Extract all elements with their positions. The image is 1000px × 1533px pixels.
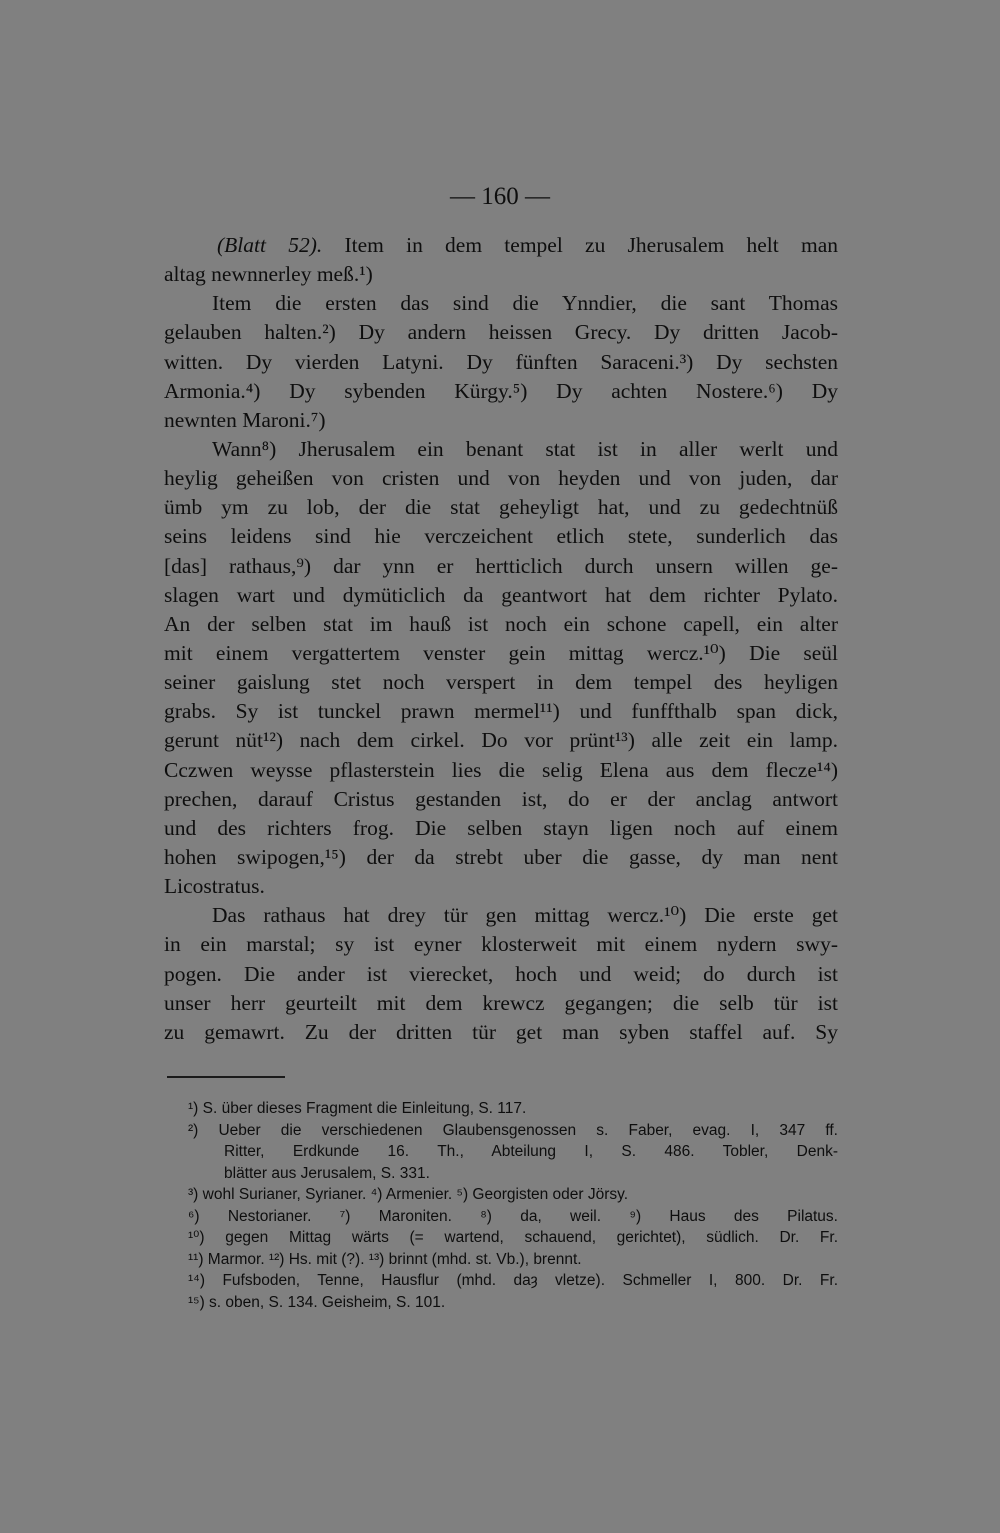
text-line: Cczwen weysse pflasterstein lies die selig Elena aus dem flecze¹⁴) <box>164 757 838 782</box>
text-line: [das] rathaus,⁹) dar ynn er hertticlich durch unsern willen ge- <box>164 553 838 578</box>
footnote-line: Ritter, Erdkunde 16. Th., Abteilung I, S. 486. Tobler, Denk- <box>224 1143 838 1160</box>
text-line: mit einem vergattertem venster gein mittag wercz.¹⁰) Die seül <box>164 640 838 665</box>
footnote-line: ¹¹) Marmor. ¹²) Hs. mit (?). ¹³) brinnt (mhd. st. Vb.), brennt. <box>188 1250 582 1268</box>
text-line: hohen swipogen,¹⁵) der da strebt uber die gasse, dy man nent <box>164 844 838 869</box>
main-text <box>164 231 838 1047</box>
text-line: gelauben halten.²) Dy andern heissen Grecy. Dy dritten Jacob- <box>164 320 838 345</box>
text-line: (Blatt 52). Item in dem tempel zu Jherusalem helt man <box>217 233 838 257</box>
page-number: — 160 — <box>450 183 550 210</box>
text-line: seins leidens sind hie verczeichent etlich stete, sunderlich das <box>164 524 838 549</box>
text-line: Licostratus. <box>164 874 265 899</box>
text-line: slagen wart und dymüticlich da geantwort hat dem richter Pylato. <box>164 582 838 607</box>
text-line: zu gemawrt. Zu der dritten tür get man syben staffel auf. Sy <box>164 1019 838 1044</box>
footnote-line: blätter aus Jerusalem, S. 331. <box>224 1164 430 1182</box>
text-line: Wann⁸) Jherusalem ein benant stat ist in aller werlt und <box>212 436 838 461</box>
text-line: in ein marstal; sy ist eyner klosterweit mit einem nydern swy- <box>164 932 838 957</box>
text-line: unser herr geurteilt mit dem krewcz gegangen; die selb tür ist <box>164 990 838 1015</box>
text-line: pogen. Die ander ist vierecket, hoch und weid; do durch ist <box>164 961 838 986</box>
text-line: und des richters frog. Die selben stayn ligen noch auf einem <box>164 815 838 840</box>
text-line: Das rathaus hat drey tür gen mittag wercz.¹⁰) Die erste get <box>212 903 838 928</box>
footnote-line: ⁶) Nestorianer. ⁷) Maroniten. ⁸) da, weil. ⁹) Haus des Pilatus. <box>188 1207 838 1225</box>
footnote-line: ³) wohl Surianer, Syrianer. ⁴) Armenier. ⁵) Georgisten oder Jörsy. <box>188 1186 629 1203</box>
text-line: heylig geheißen von cristen und von heyden und von juden, dar <box>164 466 838 491</box>
footnotes <box>188 1098 838 1313</box>
text-line: ümb ym zu lob, der die stat geheyligt hat, und zu gedechtnüß <box>164 495 838 520</box>
text-line: Armonia.⁴) Dy sybenden Kürgy.⁵) Dy achten Nostere.⁶) Dy <box>164 378 838 403</box>
footnote-divider <box>167 1076 285 1078</box>
text-line: Item die ersten das sind die Ynndier, die sant Thomas <box>212 291 838 316</box>
text-line: prechen, darauf Cristus gestanden ist, do er der anclag antwort <box>164 786 838 811</box>
text-line: newnten Maroni.⁷) <box>164 407 326 432</box>
text-line: seiner gaislung stet noch verspert in dem tempel des heyligen <box>164 670 838 695</box>
text-line: altag newnnerley meß.¹) <box>164 262 373 287</box>
text-line: An der selben stat im hauß ist noch ein schone capell, ein alter <box>164 611 838 636</box>
folio-marker: (Blatt 52). <box>217 233 323 257</box>
text-line: grabs. Sy ist tunckel prawn mermel¹¹) und funffthalb span dick, <box>164 699 838 724</box>
footnote-line: ¹) S. über dieses Fragment die Einleitung, S. 117. <box>188 1100 527 1117</box>
footnote-line: ¹⁴) Fufsboden, Tenne, Hausflur (mhd. daȝ vletze). Schmeller I, 800. Dr. Fr. <box>188 1272 838 1289</box>
text-line: gerunt nüt¹²) nach dem cirkel. Do vor prünt¹³) alle zeit ein lamp. <box>164 728 838 753</box>
footnote-line: ¹⁰) gegen Mittag wärts (= wartend, schauend, gerichtet), südlich. Dr. Fr. <box>188 1229 838 1246</box>
footnote-line: ¹⁵) s. oben, S. 134. Geisheim, S. 101. <box>188 1293 446 1311</box>
footnote-line: ²) Ueber die verschiedenen Glaubensgenossen s. Faber, evag. I, 347 ff. <box>188 1121 838 1139</box>
text-line: witten. Dy vierden Latyni. Dy fünften Saraceni.³) Dy sechsten <box>164 349 838 374</box>
